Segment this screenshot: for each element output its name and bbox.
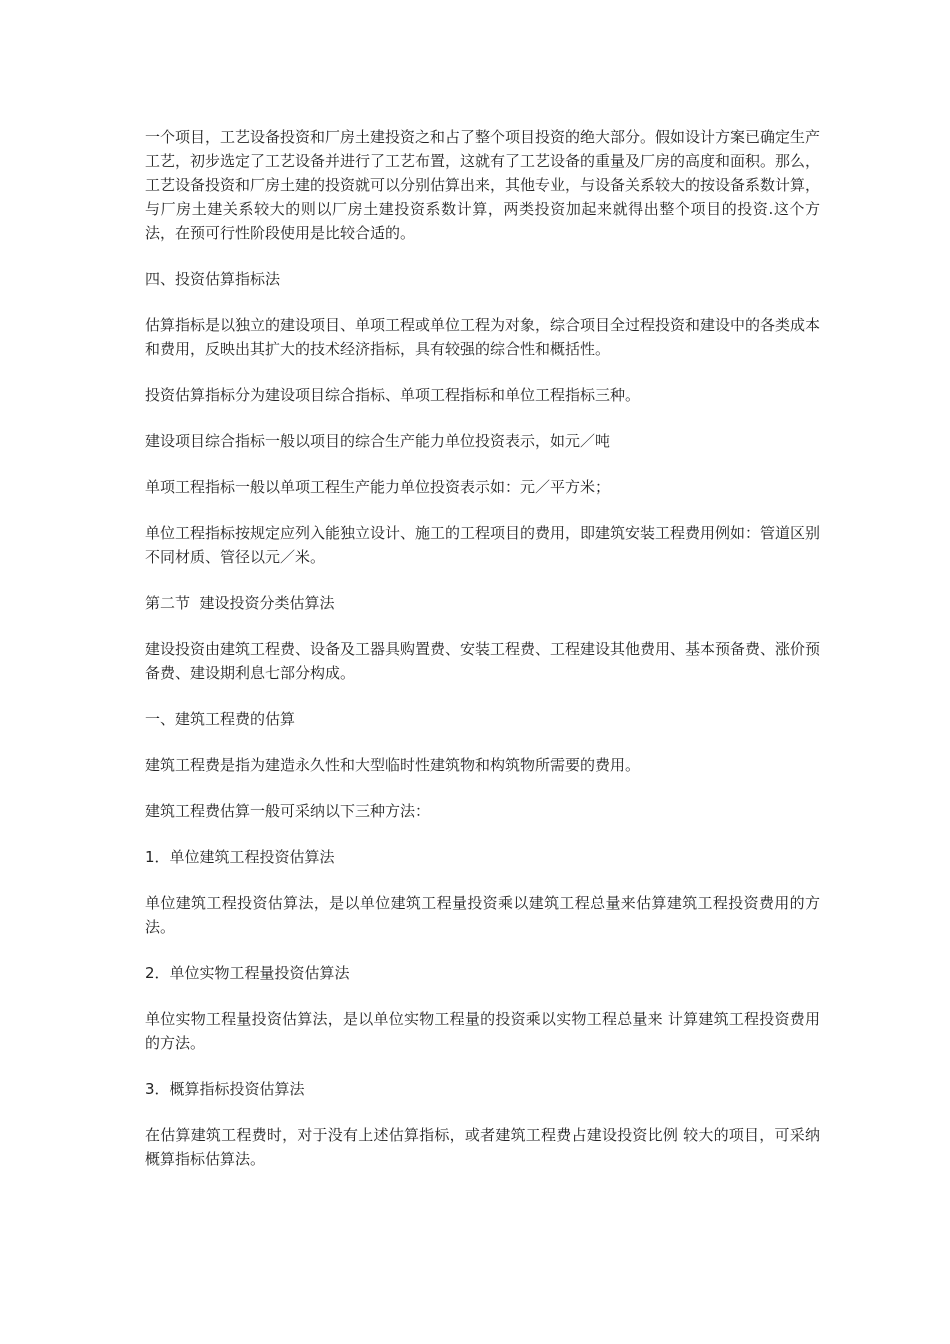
paragraph-single-item-index: 单项工程指标一般以单项工程生产能力单位投资表示如：元／平方米； [145, 478, 611, 496]
paragraph-method-3: 在估算建筑工程费时，对于没有上述估算指标，或者建筑工程费占建设投资比例 较大的项目，可采纳概算指标估算法。 [145, 1126, 820, 1168]
paragraph-building-cost-definition: 建筑工程费是指为建造永久性和大型临时性建筑物和构筑物所需要的费用。 [145, 756, 641, 774]
document-body [145, 125, 820, 1171]
paragraph-unit-project-index: 单位工程指标按规定应列入能独立设计、施工的工程项目的费用，即建筑安装工程费用例如：管道区别不同材质、管径以元／米。 [145, 524, 821, 566]
paragraph-three-methods: 建筑工程费估算一般可采纳以下三种方法： [145, 802, 431, 820]
heading-method-2: 2．单位实物工程量投资估算法 [145, 964, 350, 982]
paragraph-method-2: 单位实物工程量投资估算法，是以单位实物工程量的投资乘以实物工程总量来 计算建筑工程投资费用的方法。 [145, 1010, 820, 1052]
heading-method-3: 3．概算指标投资估算法 [145, 1080, 305, 1098]
paragraph-estimate-index-definition: 估算指标是以独立的建设项目、单项工程或单位工程为对象，综合项目全过程投资和建设中的各类成本和费用，反映出其扩大的技术经济指标，具有较强的综合性和概括性。 [145, 316, 821, 358]
paragraph-project-comprehensive-index: 建设项目综合指标一般以项目的综合生产能力单位投资表示，如元／吨 [145, 432, 611, 450]
paragraph-project-investment-intro: 一个项目，工艺设备投资和厂房土建投资之和占了整个项目投资的绝大部分。假如设计方案已确定生产工艺，初步选定了工艺设备并进行了工艺布置，这就有了工艺设备的重量及厂房的高度和面积。那么，工艺设备投资和厂房土建的投资就可以分别估算出来，其他专业，与设备关系较大的按设备系数计算，与厂房土建关系较大的则以厂房土建投资系数计算，两类投资加起来就得出整个项目的投资.这个方法，在预可行性阶段使用是比较合适的。 [145, 128, 821, 242]
paragraph-estimate-index-types: 投资估算指标分为建设项目综合指标、单项工程指标和单位工程指标三种。 [145, 386, 641, 404]
paragraph-construction-investment-composition: 建设投资由建筑工程费、设备及工器具购置费、安装工程费、工程建设其他费用、基本预备费、涨价预备费、建设期利息七部分构成。 [145, 640, 821, 682]
heading-section-two: 第二节 建设投资分类估算法 [145, 594, 335, 612]
heading-method-1: 1．单位建筑工程投资估算法 [145, 848, 335, 866]
paragraph-method-1: 单位建筑工程投资估算法，是以单位建筑工程量投资乘以建筑工程总量来估算建筑工程投资费用的方法。 [145, 894, 820, 936]
heading-building-cost-estimate: 一、建筑工程费的估算 [145, 710, 296, 728]
heading-investment-estimate-index-method: 四、投资估算指标法 [145, 270, 281, 288]
